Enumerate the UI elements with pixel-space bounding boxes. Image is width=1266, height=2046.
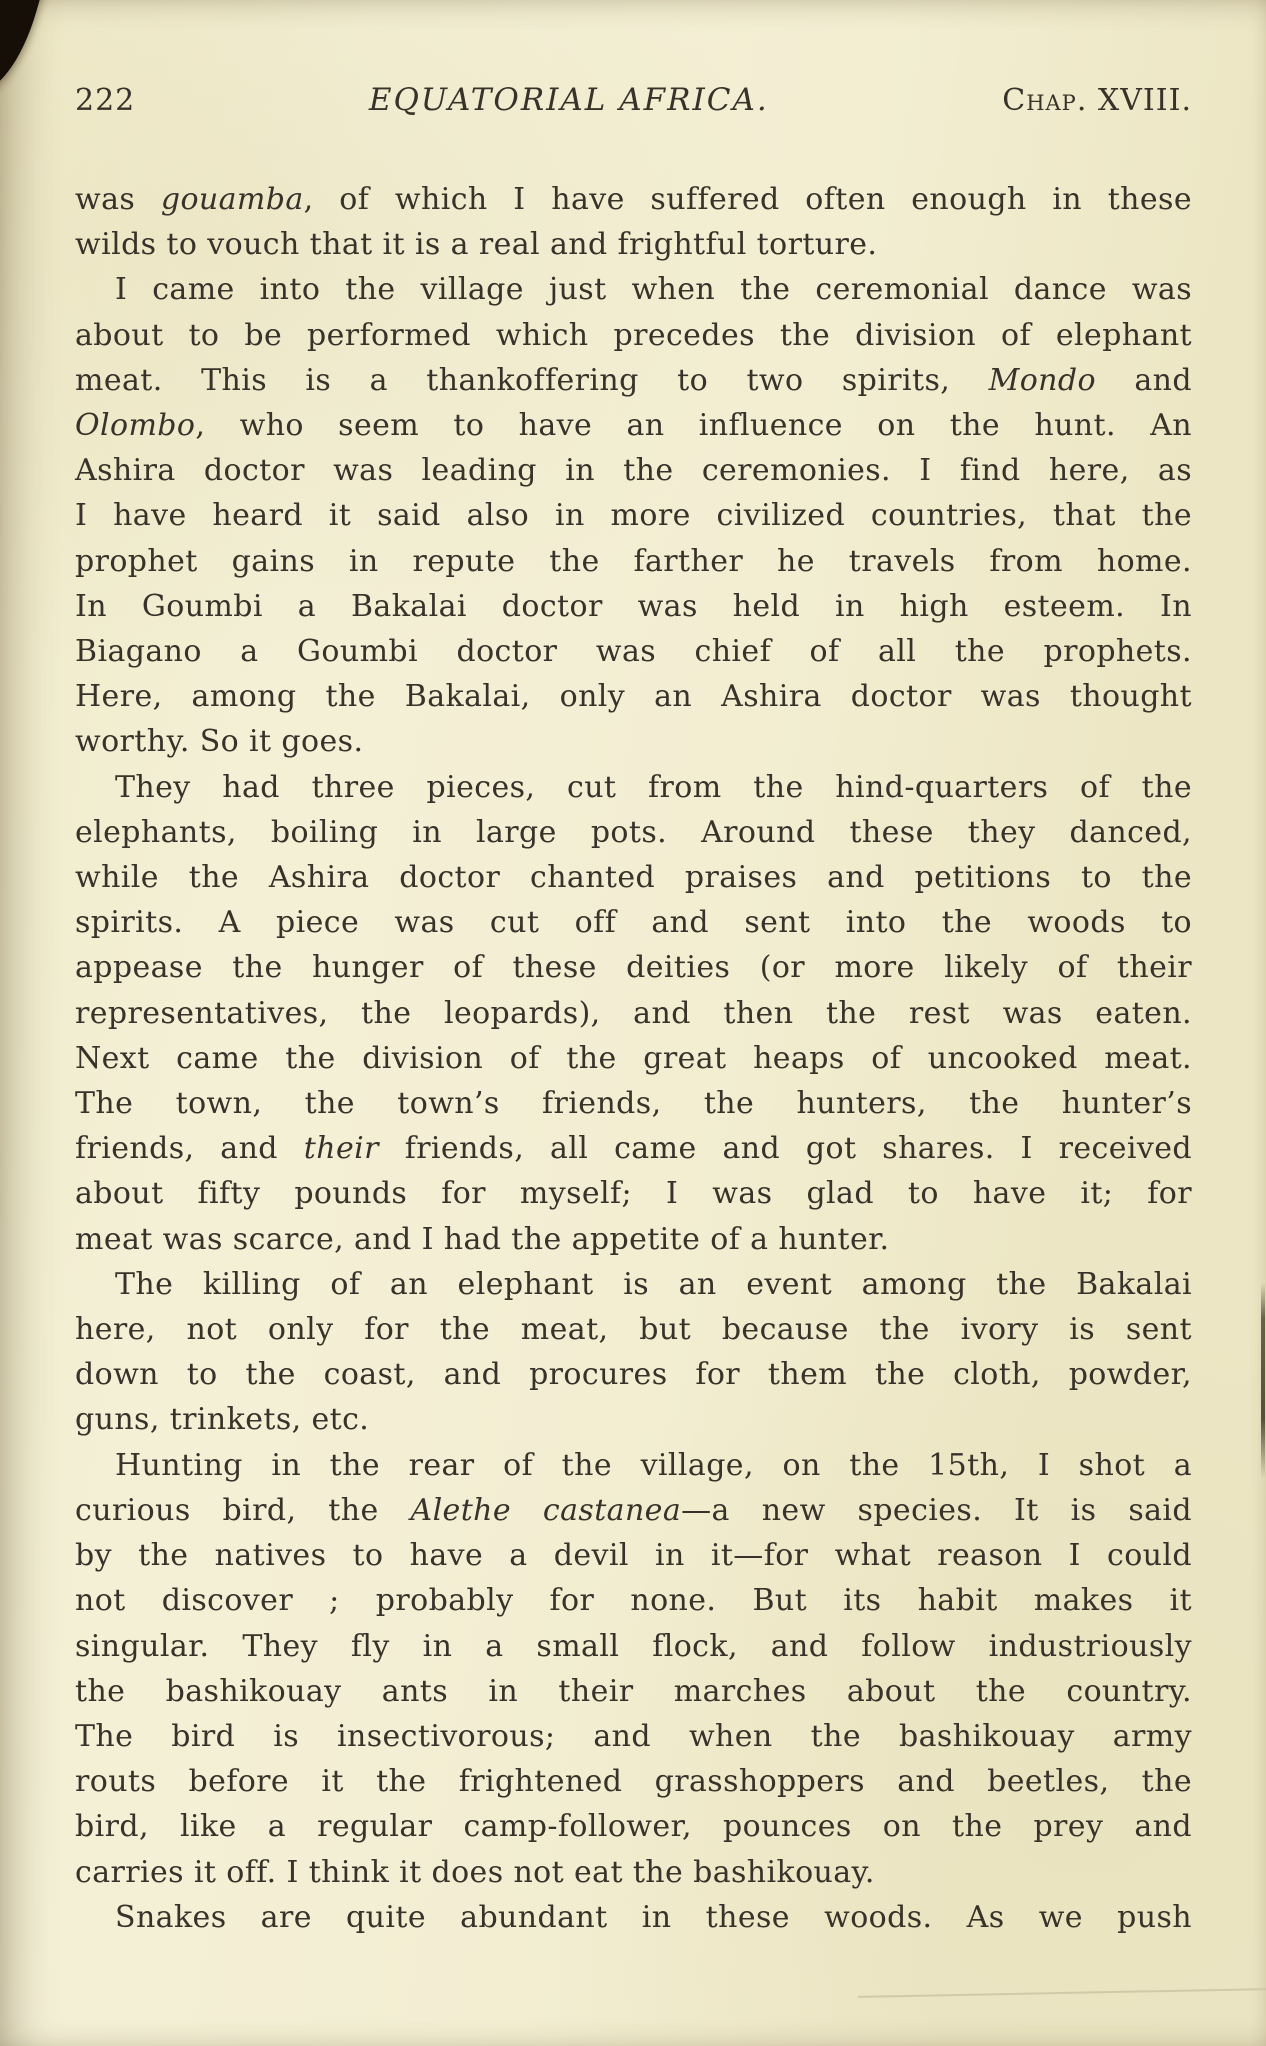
text-line — [75, 855, 1192, 900]
text-segment: was — [75, 182, 161, 217]
text-line — [75, 1624, 1192, 1669]
text-segment: spirits. A piece was cut off and sent into the woods to — [75, 905, 1192, 941]
text-line — [75, 539, 1192, 584]
text-line — [75, 1307, 1192, 1352]
text-line — [75, 945, 1192, 990]
text-line — [75, 177, 1192, 222]
text-line — [75, 1262, 1192, 1307]
text-segment: singular. They fly in a small flock, and follow industriously — [75, 1628, 1192, 1664]
text-segment: Snakes are quite abundant in these woods. As we push — [115, 1899, 1192, 1935]
scan-corner-mark — [0, 0, 47, 101]
text-line — [75, 1533, 1192, 1578]
text-line — [75, 900, 1192, 945]
text-segment: down to the coast, and procures for them the cloth, powder, — [75, 1357, 1192, 1393]
text-line — [75, 222, 1192, 267]
text-segment: while the Ashira doctor chanted praises and petitions to the — [75, 860, 1192, 896]
text-segment: Next came the division of the great heaps of uncooked meat. — [75, 1040, 1192, 1076]
text-line — [75, 1895, 1192, 1940]
text-segment: the bashikouay ants in their marches about the country. — [75, 1673, 1192, 1709]
text-segment: Biagano a Goumbi doctor was chief of all the prophets. — [75, 634, 1192, 670]
text-line — [75, 1804, 1192, 1849]
text-segment: meat. This is a thankoffering to two spirits, — [75, 362, 989, 398]
text-segment: Ashira doctor was leading in the ceremonies. I find here, as — [75, 453, 1192, 489]
text-line — [75, 1443, 1192, 1488]
text-line — [75, 991, 1192, 1036]
text-line — [75, 1488, 1192, 1533]
text-segment: Here, among the Bakalai, only an Ashira doctor was thought — [75, 679, 1192, 715]
italic-text: their — [303, 1131, 379, 1167]
text-line — [75, 1126, 1192, 1171]
text-line — [75, 358, 1192, 403]
text-segment: appease the hunger of these deities (or more likely of their — [75, 950, 1192, 986]
text-segment: friends, all came and got shares. I received — [378, 1131, 1192, 1167]
text-segment: —a new species. It is said — [681, 1492, 1192, 1528]
text-segment: , who seem to have an influence on the hunt. An — [195, 408, 1192, 444]
text-segment: They had three pieces, cut from the hind-quarters of the — [115, 769, 1192, 805]
text-line — [75, 1036, 1192, 1081]
text-segment: guns, trinkets, etc. — [75, 1402, 370, 1438]
text-line — [75, 1759, 1192, 1804]
text-segment: meat was scarce, and I had the appetite of a hunter. — [75, 1221, 890, 1257]
text-segment: here, not only for the meat, but because the ivory is sent — [75, 1312, 1192, 1348]
text-segment: about to be performed which precedes the division of elephant — [75, 317, 1192, 353]
italic-text: Mondo — [988, 362, 1096, 398]
text-line — [75, 493, 1192, 538]
scan-scratch-line — [858, 1988, 1266, 1998]
text-line — [75, 1669, 1192, 1714]
text-line — [75, 267, 1192, 312]
text-line — [75, 448, 1192, 493]
text-segment: and — [1095, 362, 1192, 398]
text-segment: I have heard it said also in more civilized countries, that the — [75, 498, 1192, 534]
text-segment: The bird is insectivorous; and when the bashikouay army — [75, 1718, 1192, 1754]
text-segment: about fifty pounds for myself; I was glad to have it; for — [75, 1176, 1192, 1212]
text-segment: , of which I have suffered often enough in these — [303, 182, 1192, 217]
text-line — [75, 719, 1192, 764]
page-number: 222 — [75, 83, 136, 118]
text-line — [75, 1714, 1192, 1759]
text-segment: routs before it the frightened grasshoppers and beetles, the — [75, 1764, 1192, 1800]
text-segment: carries it off. I think it does not eat the bashikouay. — [75, 1854, 875, 1890]
page-header — [75, 82, 1192, 118]
text-segment: friends, and — [75, 1131, 304, 1167]
text-line — [75, 584, 1192, 629]
italic-text: gouamba — [160, 182, 304, 217]
text-segment: bird, like a regular camp-follower, pounces on the prey and — [75, 1809, 1192, 1845]
text-segment: wilds to vouch that it is a real and frightful torture. — [75, 227, 878, 263]
text-line — [75, 810, 1192, 855]
text-segment: by the natives to have a devil in it—for what reason I could — [75, 1538, 1192, 1574]
text-segment: The killing of an elephant is an event among the Bakalai — [115, 1266, 1192, 1302]
text-line — [75, 1352, 1192, 1397]
text-line — [75, 1171, 1192, 1216]
text-line — [75, 1578, 1192, 1623]
text-line — [75, 403, 1192, 448]
text-line — [75, 1397, 1192, 1442]
text-segment: The town, the town’s friends, the hunters, the hunter’s — [75, 1086, 1192, 1122]
text-segment: elephants, boiling in large pots. Around these they danced, — [75, 814, 1192, 850]
text-segment: representatives, the leopards), and then the rest was eaten. — [75, 995, 1192, 1031]
text-line — [75, 1217, 1192, 1262]
text-line — [75, 313, 1192, 358]
page-text — [75, 177, 1192, 1940]
text-segment: prophet gains in repute the farther he travels from home. — [75, 543, 1192, 579]
text-segment: I came into the village just when the ceremonial dance was — [115, 272, 1192, 308]
text-segment: worthy. So it goes. — [75, 724, 364, 760]
italic-text: Alethe castanea — [410, 1492, 682, 1528]
running-title: EQUATORIAL AFRICA. — [368, 82, 769, 118]
text-segment: curious bird, the — [75, 1492, 411, 1528]
text-segment: Hunting in the rear of the village, on the 15th, I shot a — [115, 1447, 1192, 1483]
text-segment: In Goumbi a Bakalai doctor was held in high esteem. In — [75, 588, 1192, 624]
scan-edge-mark — [1261, 1283, 1265, 1478]
text-segment: not discover ; probably for none. But its habit makes it — [75, 1583, 1192, 1619]
text-line — [75, 674, 1192, 719]
text-line — [75, 1081, 1192, 1126]
text-line — [75, 629, 1192, 674]
italic-text: Olombo — [75, 408, 196, 444]
chapter-label: Chap. XVIII. — [1002, 83, 1192, 118]
text-line — [75, 765, 1192, 810]
text-line — [75, 1850, 1192, 1895]
